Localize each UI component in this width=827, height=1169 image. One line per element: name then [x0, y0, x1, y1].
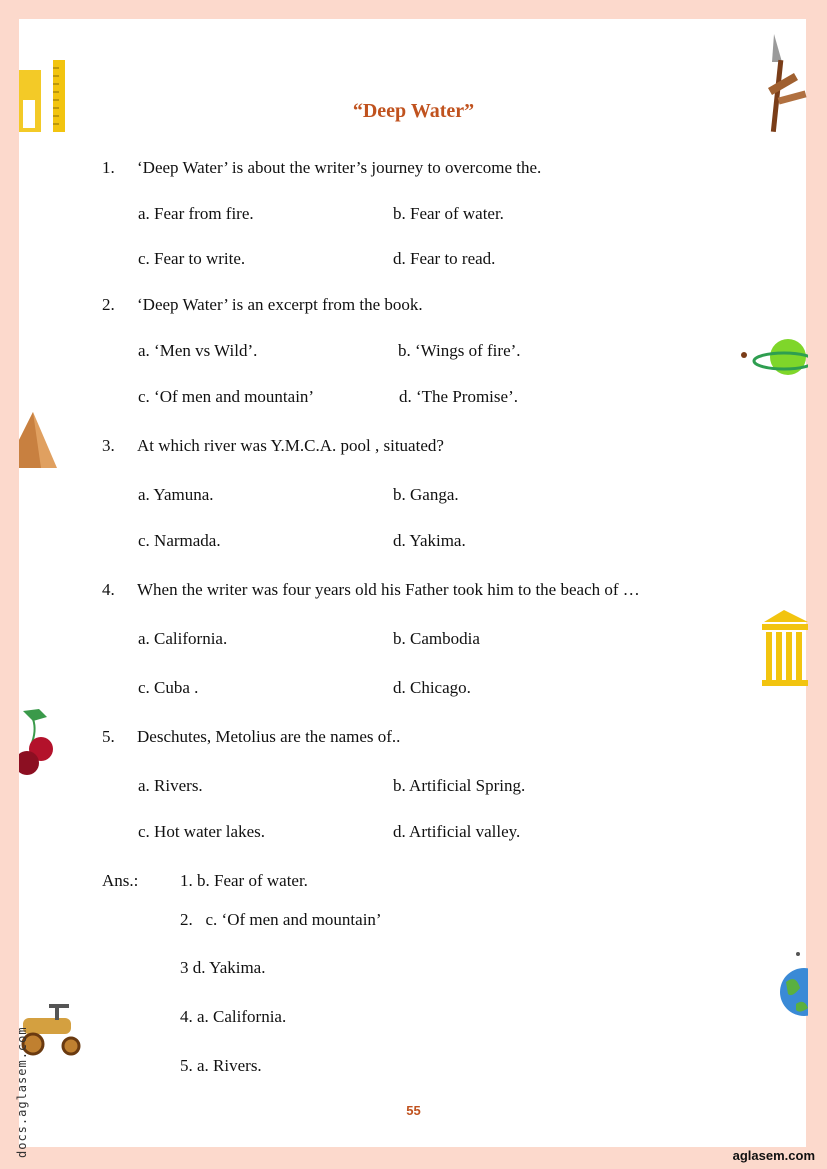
question-number: 5.	[102, 727, 115, 746]
option-4a: a. California.	[138, 629, 228, 648]
option-4b: b. Cambodia	[393, 629, 480, 648]
globe-icon	[778, 948, 808, 1020]
option-4d: d. Chicago.	[393, 678, 471, 697]
option-3c: c. Narmada.	[138, 531, 221, 550]
option-5d: d. Artificial valley.	[393, 822, 521, 841]
option-1b: b. Fear of water.	[393, 204, 504, 223]
page-number: 55	[406, 1103, 421, 1118]
cherries-icon	[19, 705, 59, 777]
option-4c: c. Cuba .	[138, 678, 199, 697]
option-2b: b. ‘Wings of fire’.	[398, 341, 521, 360]
answer-4: 4. a. California.	[180, 1007, 287, 1026]
question-number: 3.	[102, 436, 115, 455]
question-text: Deschutes, Metolius are the names of..	[137, 727, 401, 746]
option-3d: d. Yakima.	[393, 531, 466, 550]
question-number: 1.	[102, 158, 115, 177]
answer-2: 2. c. ‘Of men and mountain’	[180, 910, 382, 929]
option-3b: b. Ganga.	[393, 485, 459, 504]
question-text: ‘Deep Water’ is an excerpt from the book.	[137, 295, 423, 314]
question-text: When the writer was four years old his Father took him to the beach of …	[137, 580, 640, 599]
planet-icon	[740, 335, 808, 383]
answer-5: 5. a. Rivers.	[180, 1056, 262, 1075]
temple-icon	[760, 608, 808, 688]
option-2d: d. ‘The Promise’.	[399, 387, 518, 406]
option-1d: d. Fear to read.	[393, 249, 496, 268]
pyramid-icon	[19, 410, 59, 470]
ruler-triangle-icon	[19, 60, 67, 135]
page-title: “Deep Water”	[352, 100, 475, 122]
site-footer: aglasem.com	[732, 1148, 815, 1163]
option-5a: a. Rivers.	[138, 776, 203, 795]
question-text: At which river was Y.M.C.A. pool , situated?	[137, 436, 444, 455]
answer-1: 1. b. Fear of water.	[180, 871, 308, 890]
side-watermark-url: docs.aglasem.com	[15, 1026, 29, 1158]
answer-3: 3 d. Yakima.	[180, 958, 266, 977]
question-number: 2.	[102, 295, 115, 314]
question-number: 4.	[102, 580, 115, 599]
option-5b: b. Artificial Spring.	[393, 776, 526, 795]
option-1a: a. Fear from fire.	[138, 204, 254, 223]
option-5c: c. Hot water lakes.	[138, 822, 265, 841]
option-3a: a. Yamuna.	[138, 485, 214, 504]
option-2a: a. ‘Men vs Wild’.	[138, 341, 258, 360]
question-text: ‘Deep Water’ is about the writer’s journey to overcome the.	[137, 158, 542, 177]
option-1c: c. Fear to write.	[138, 249, 246, 268]
option-2c: c. ‘Of men and mountain’	[138, 387, 315, 406]
answers-label: Ans.:	[102, 871, 139, 890]
